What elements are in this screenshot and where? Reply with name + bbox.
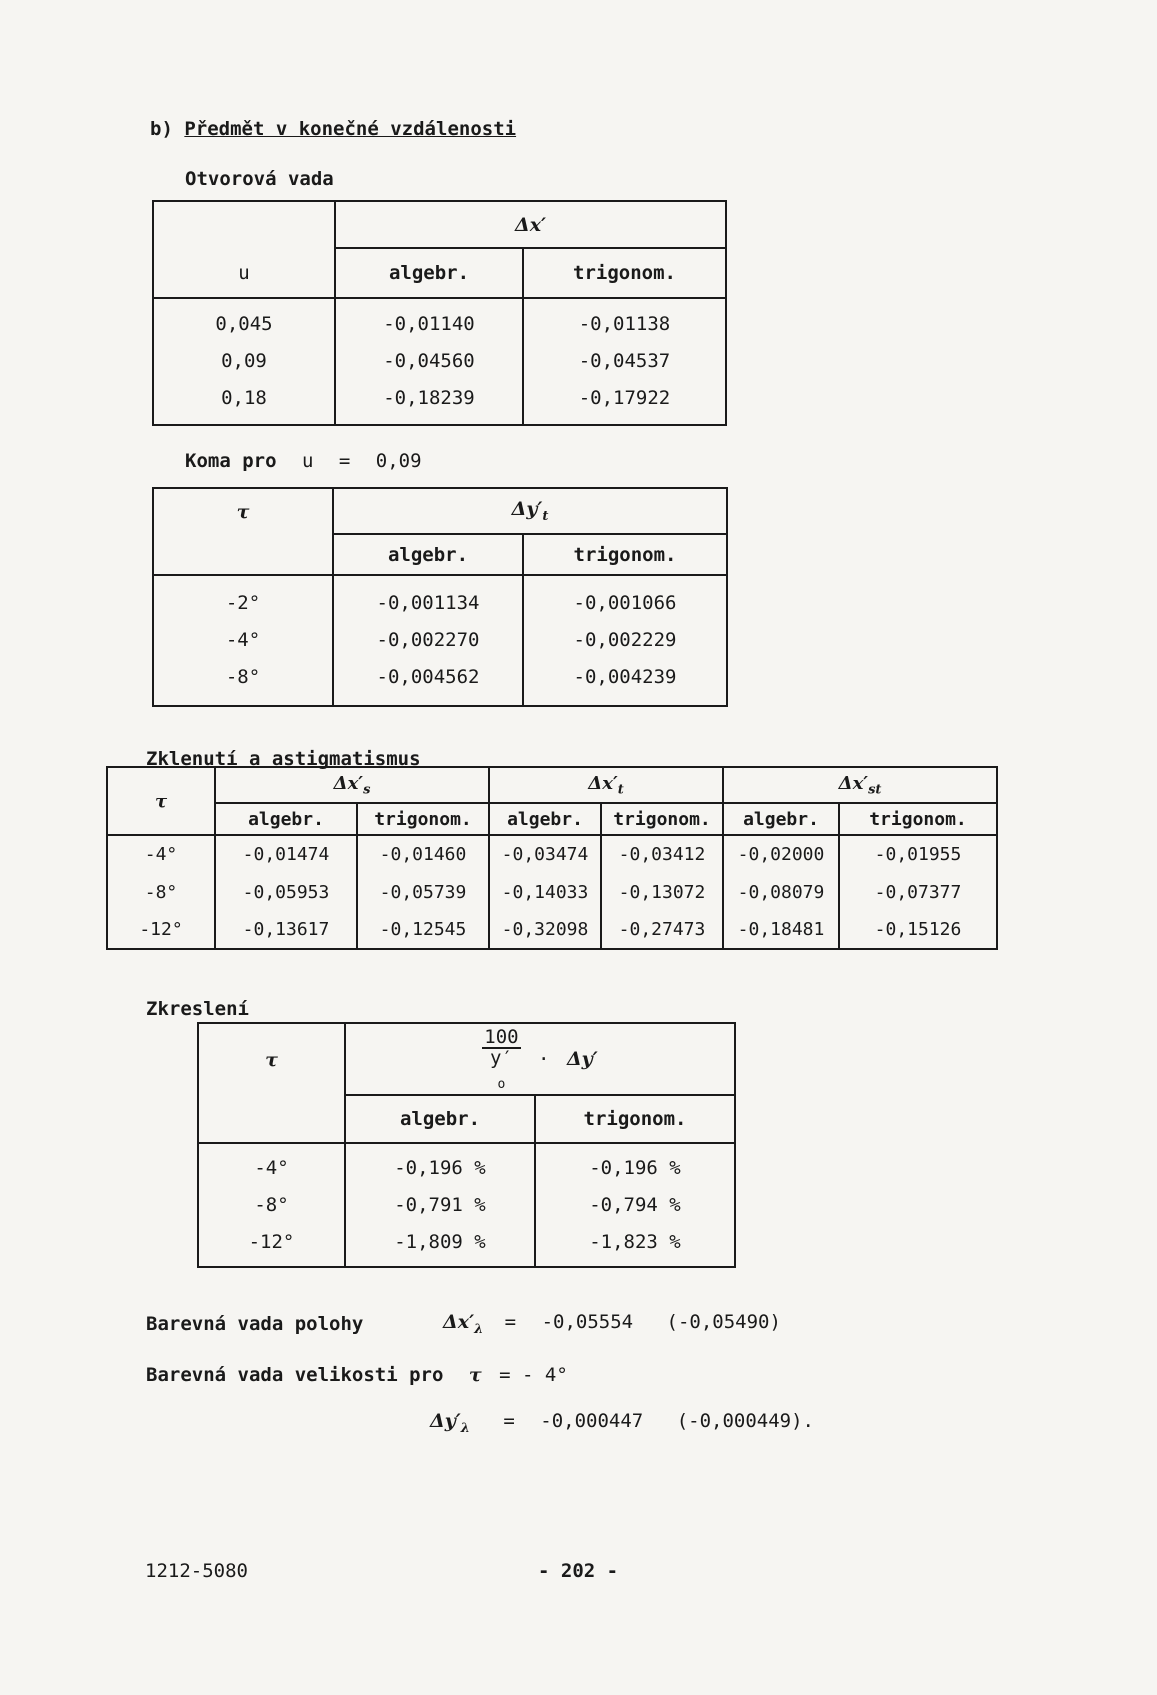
zklenuti-cell: -0,03474 [489,835,601,873]
koma-algebr-values [333,575,523,706]
zklenuti-cell: -0,05953 [215,873,357,911]
otvorova-algebr-values [335,298,523,425]
zklenuti-cell: -0,05739 [357,873,489,911]
table-row: -0,001066 [573,592,677,614]
table-row: -0,001134 [376,592,480,614]
table-row: -0,002229 [573,629,677,651]
zkresleni-label: Zkreslení [146,998,249,1020]
table-row: -4° [225,629,261,651]
zklenuti-subheader: trigonom. [357,803,489,835]
zklenuti-group-t: $\Delta x'_t$ [489,767,723,803]
footer-code: 1212-5080 [145,1560,248,1582]
table-row: 0,18 [221,387,267,409]
koma-group-header: $\Delta y'_t$ [333,488,727,534]
zklenuti-tau: -12° [107,911,215,949]
zklenuti-cell: -0,03412 [601,835,723,873]
koma-u-value: 0,09 [375,450,422,472]
zklenuti-cell: -0,01474 [215,835,357,873]
table-row: -0,002270 [376,629,480,651]
table-row: -2° [225,592,261,614]
barevna-velikost-label: Barevná vada velikosti pro [146,1364,444,1386]
koma-col-trigonom: trigonom. [523,534,727,575]
zklenuti-cell: -0,12545 [357,911,489,949]
table-row: -0,791 % [394,1193,486,1216]
tau-symbol: τ [236,500,250,523]
table-row: -0,01140 [383,313,475,335]
otvorova-u-values [153,298,335,425]
barevna-poloha-formula: $\Delta x'_\lambda = -0,05554$ (-0,05490) [443,1311,781,1337]
zklenuti-subheader: trigonom. [839,803,997,835]
barevna-poloha-paren: (-0,05490) [666,1311,781,1333]
table-row [107,911,997,949]
zklenuti-tau-header [107,767,215,835]
table-row: 0,09 [221,350,267,372]
zklenuti-subheader: algebr. [215,803,357,835]
barevna-velikost-line: Barevná vada velikosti pro τ = - 4° [146,1364,568,1386]
table-row: -0,04560 [383,350,475,372]
table-row: 0,045 [215,313,273,335]
tau-symbol: τ [154,790,168,812]
tau-symbol: τ [265,1048,278,1071]
zkresleni-tau-header [198,1023,345,1095]
zkresleni-group-header: 100 y′ $_o$ · Δy′ [345,1023,735,1095]
section-prefix: b) [150,118,173,140]
otvorova-table [152,200,727,426]
koma-empty-cell [153,534,333,575]
koma-trigonom-values [523,575,727,706]
zklenuti-tau: -4° [107,835,215,873]
zkresleni-col-algebr: algebr. [345,1095,535,1143]
zklenuti-cell: -0,08079 [723,873,839,911]
barevna-poloha-value: -0,05554 [541,1311,634,1333]
zklenuti-cell: -0,13617 [215,911,357,949]
zklenuti-tau: -8° [107,873,215,911]
fraction: 100 y′ $_o$ [484,1025,519,1092]
zklenuti-label: Zklenutí a astigmatismus [146,748,421,770]
koma-eq: = [338,450,351,472]
zklenuti-subheader: algebr. [723,803,839,835]
otvorova-group-header: Δx′ [335,201,726,248]
table-row: -0,004239 [573,666,677,688]
zklenuti-cell: -0,15126 [839,911,997,949]
table-row [107,835,997,873]
zklenuti-group-st: $\Delta x'_{st}$ [723,767,997,803]
otvorova-trigonom-values [523,298,726,425]
table-row [107,873,997,911]
koma-tau-header [153,488,333,534]
table-row: -0,17922 [578,387,671,409]
table-row: -0,196 % [589,1156,681,1179]
table-row: -0,004562 [376,666,480,688]
zkresleni-table [197,1022,736,1268]
table-row: -0,01138 [578,313,671,335]
zklenuti-cell: -0,02000 [723,835,839,873]
table-row: -12° [248,1230,295,1253]
zklenuti-cell: -0,13072 [601,873,723,911]
table-row: -1,823 % [589,1230,681,1253]
zklenuti-cell: -0,01955 [839,835,997,873]
zklenuti-group-s: $\Delta x'_s$ [215,767,489,803]
barevna-poloha-label: Barevná vada polohy [146,1313,364,1335]
section-heading [150,118,516,140]
zklenuti-subheader: algebr. [489,803,601,835]
zklenuti-subheader: trigonom. [601,803,723,835]
otvorova-label: Otvorová vada [185,168,334,190]
zkresleni-tau-values [198,1143,345,1267]
zklenuti-cell: -0,07377 [839,873,997,911]
zklenuti-cell: -0,14033 [489,873,601,911]
otvorova-col-trigonom: trigonom. [523,248,726,298]
table-row: -4° [254,1156,289,1179]
table-row: -0,196 % [394,1156,486,1179]
koma-tau-values [153,575,333,706]
barevna-velikost-value: -0,000447 [540,1410,644,1432]
koma-table [152,487,728,707]
table-row: -0,18239 [383,387,475,409]
zkresleni-col-trigonom: trigonom. [535,1095,735,1143]
table-row: -0,04537 [578,350,671,372]
zklenuti-table [106,766,998,950]
zkresleni-trigonom-values [535,1143,735,1267]
table-row: -0,794 % [589,1193,681,1216]
barevna-velikost-formula: $\Delta y'_\lambda = -0,000447$ (-0,000449). [430,1410,814,1436]
otvorova-col-u: u [153,248,335,298]
koma-label: Koma pro [185,450,277,472]
table-row: -8° [254,1193,289,1216]
section-title: Předmět v konečné vzdálenosti [184,118,517,140]
table-row: -1,809 % [394,1230,486,1253]
zkresleni-empty-cell [198,1095,345,1143]
page-number: - 202 - [538,1560,619,1582]
otvorova-empty-cell [153,201,335,248]
zklenuti-cell: -0,27473 [601,911,723,949]
zklenuti-cell: -0,32098 [489,911,601,949]
zkresleni-algebr-values [345,1143,535,1267]
zklenuti-cell: -0,18481 [723,911,839,949]
zklenuti-cell: -0,01460 [357,835,489,873]
otvorova-col-algebr: algebr. [335,248,523,298]
table-row: -8° [225,666,261,688]
tau-symbol: τ [468,1364,482,1386]
koma-u-label: u [301,450,314,472]
koma-col-algebr: algebr. [333,534,523,575]
barevna-poloha-line [146,1313,363,1335]
barevna-velikost-paren: (-0,000449). [676,1410,814,1432]
koma-line [185,450,422,472]
